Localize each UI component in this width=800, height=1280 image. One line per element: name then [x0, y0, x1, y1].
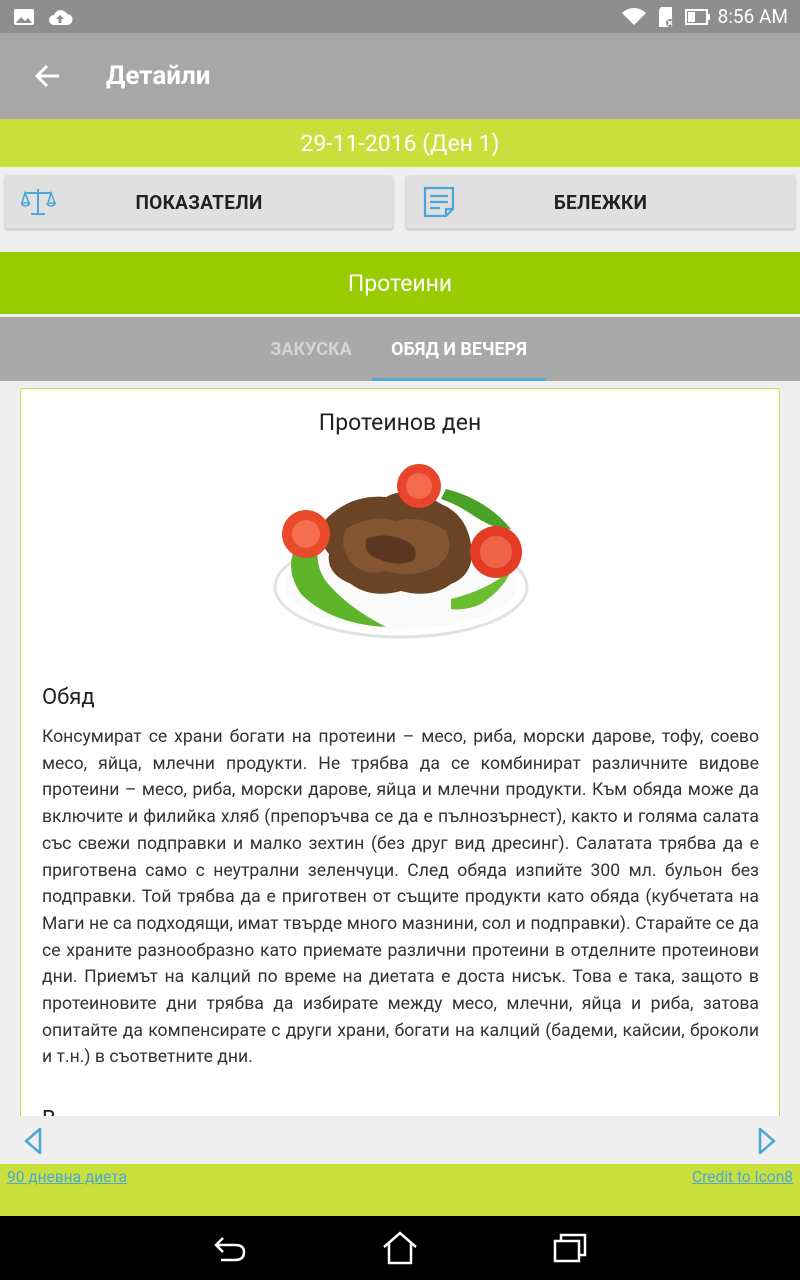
- wifi-icon: [622, 7, 646, 27]
- date-bar: 29-11-2016 (Ден 1): [0, 119, 800, 167]
- scale-icon: [21, 185, 55, 219]
- back-button[interactable]: [18, 46, 78, 106]
- indicators-label: ПОКАЗАТЕЛИ: [135, 190, 263, 214]
- notes-button[interactable]: [406, 175, 795, 229]
- tab-lunch-dinner[interactable]: ОБЯД И ВЕЧЕРЯ: [372, 317, 546, 381]
- recent-apps-icon: [553, 1233, 587, 1263]
- section-body-lunch: Консумират се храни богати на протеини – месо, риба, морски дарове, тофу, соево месо, яйца, млечни продукти. Не трябва да се комбинират различните видове протеини – месо, риба, морски дарове, яйца и млечни продукти. Към обяда може да включите и филийка хляб (препоръчва се да е пълнозърнест), както и голяма салата със свежи подправки и малко зехтин (без друг вид дресинг). Салатата трябва да е приготвена само с неутрални зеленчуци. След обяда изпийте 300 мл. бульон без подправки. Той трябва да е приготвен от същите продукти като обяда (кубчетата на Маги не са подходящи, имат твърде много мазнини, сол и подправки). Старайте се да се храните разнообразно като приемате различни протеини в отделните протеинови дни. Приемът на калций по време на диетата е доста нисък. Това е така, защото в протеиновите дни трябва да избирате между месо, млечни, яйца и риба, затова опитайте да компенсирате с други храни, богати на калций (бадеми, кайсии, броколи и т.н.) в съответните дни.: [42, 727, 759, 1068]
- next-day-button[interactable]: [752, 1126, 782, 1156]
- action-buttons: [0, 167, 800, 252]
- back-arrow-icon: [213, 1233, 247, 1263]
- status-time: 8:56 AM: [717, 5, 788, 28]
- app-bar: [0, 33, 800, 119]
- page-title: Детайли: [106, 61, 211, 91]
- indicators-button[interactable]: [5, 175, 393, 229]
- notes-label: БЕЛЕЖКИ: [553, 190, 648, 214]
- image-icon: [12, 7, 36, 27]
- footer: [0, 1164, 800, 1216]
- dish-image: [271, 459, 531, 649]
- section-title-lunch: Обяд: [42, 685, 95, 710]
- triangle-left-icon: [24, 1127, 42, 1155]
- system-back-button[interactable]: [210, 1228, 250, 1268]
- sd-card-icon: [654, 7, 678, 27]
- system-navigation-bar: [0, 1216, 800, 1280]
- triangle-right-icon: [758, 1127, 776, 1155]
- home-icon: [382, 1231, 418, 1265]
- arrow-back-icon: [35, 64, 61, 88]
- system-home-button[interactable]: [380, 1228, 420, 1268]
- status-bar: [0, 0, 800, 33]
- category-banner: Протеини: [0, 252, 800, 314]
- content-card[interactable]: [20, 388, 780, 1116]
- previous-day-button[interactable]: [18, 1126, 48, 1156]
- diet-link[interactable]: 90 дневна диета: [7, 1168, 128, 1186]
- tab-breakfast[interactable]: ЗАКУСКА: [270, 338, 352, 360]
- meal-tabs: [0, 317, 800, 381]
- system-recent-apps-button[interactable]: [550, 1228, 590, 1268]
- day-navigation: [0, 1116, 800, 1164]
- credit-link[interactable]: Credit to Icon8: [692, 1168, 793, 1186]
- battery-icon: [686, 7, 710, 27]
- content-heading: Протеинов ден: [318, 409, 482, 436]
- cloud-upload-icon: [48, 7, 72, 27]
- notes-icon: [422, 185, 456, 219]
